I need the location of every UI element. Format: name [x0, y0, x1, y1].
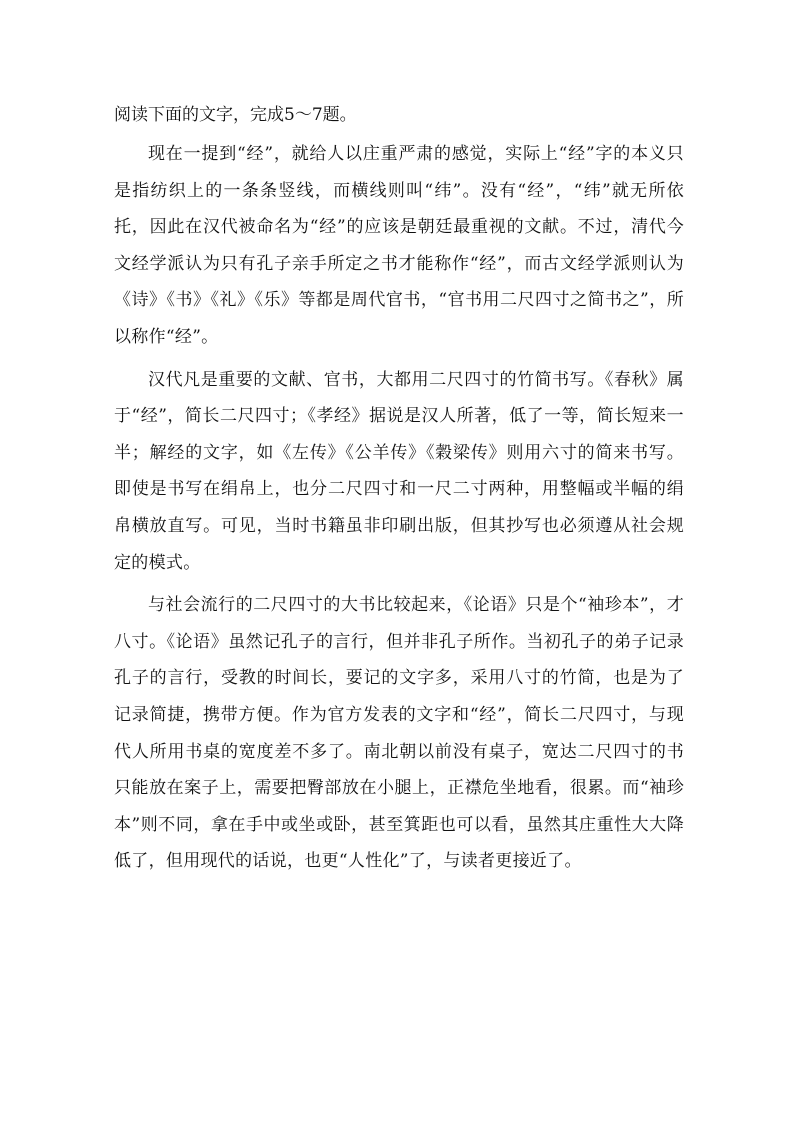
reading-instruction: 阅读下面的文字，完成5～7题。 [114, 105, 357, 125]
paragraph-2: 汉代凡是重要的文献、官书，大都用二尺四寸的竹简书写。《春秋》属于“经”，简长二尺四寸；《孝经》据说是汉人所著，低了一等，简长短来一半；解经的文字，如《左传》《公羊传》《穀梁传》则用六寸的简来书写。即使是书写在绢帛上，也分二尺四寸和一尺二寸两种，用整幅或半幅的绢帛横放直写。可见，当时书籍虽非印刷出版，但其抄写也必须遵从社会规定的模式。 [114, 369, 684, 573]
document-page [114, 98, 684, 880]
paragraph-1: 现在一提到“经”，就给人以庄重严肃的感觉，实际上“经”字的本义只是指纺织上的一条条竖线，而横线则叫“纬”。没有“经”，“纬”就无所依托，因此在汉代被命名为“经”的应该是朝廷最重视的文献。不过，清代今文经学派认为只有孔子亲手所定之书才能称作“经”，而古文经学派则认为《诗》《书》《礼》《乐》等都是周代官书，“官书用二尺四寸之简书之”，所以称作“经”。 [114, 144, 685, 347]
paragraph-3: 与社会流行的二尺四寸的大书比较起来，《论语》只是个“袖珍本”，才八寸。《论语》虽然记孔子的言行，但并非孔子所作。当初孔子的弟子记录孔子的言行，受教的时间长，要记的文字多，采用八寸的竹简，也是为了记录简捷，携带方便。作为官方发表的文字和“经”，简长二尺四寸，与现代人所用书桌的宽度差不多了。南北朝以前没有桌子，宽达二尺四寸的书只能放在案子上，需要把臀部放在小腿上，正襟危坐地看，很累。而“袖珍本”则不同，拿在手中或坐或卧，甚至箕距也可以看，虽然其庄重性大大降低了，但用现代的话说，也更“人性化”了，与读者更接近了。 [114, 595, 684, 872]
